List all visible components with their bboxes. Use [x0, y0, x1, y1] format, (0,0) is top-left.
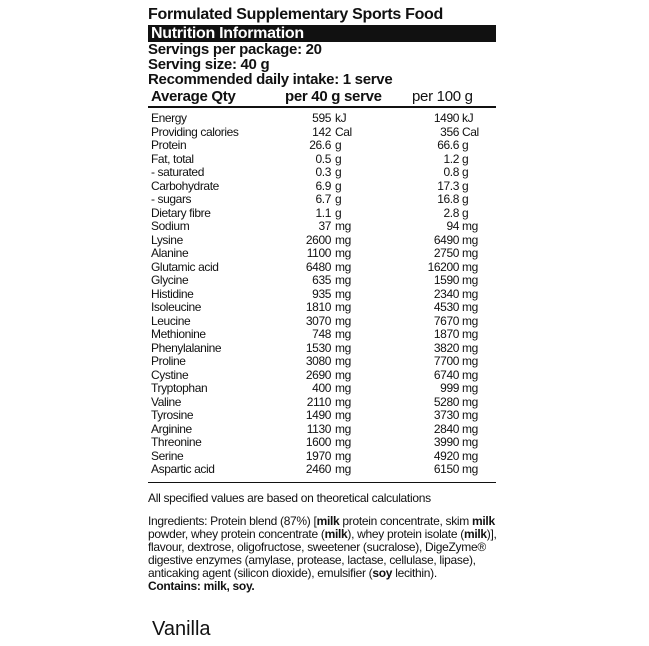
- table-row: [148, 207, 496, 221]
- per-100g-value: 3730: [433, 408, 459, 422]
- per-serve-value: 2600: [305, 232, 331, 247]
- per-100g-unit: mg: [462, 286, 478, 301]
- per-100g-value: 1.2: [443, 151, 459, 166]
- per-serve-unit: mg: [335, 273, 351, 287]
- product-title: Formulated Supplementary Sports Food: [148, 6, 444, 23]
- nutrient-name: Histidine: [151, 286, 194, 301]
- ingredient-text: powder, whey protein concentrate (: [148, 526, 325, 541]
- nutrient-name: Carbohydrate: [151, 178, 219, 193]
- table-row: [148, 153, 496, 167]
- per-100g-value: 4920: [433, 448, 459, 463]
- per-100g-value: 6740: [433, 367, 459, 382]
- table-row: [148, 261, 496, 275]
- per-serve-value: 1490: [305, 408, 331, 422]
- serving-size: Serving size: 40 g: [148, 56, 270, 73]
- nutrient-name: Lysine: [151, 232, 183, 247]
- ingredients-text: [148, 515, 500, 580]
- table-row: [148, 180, 496, 194]
- per-serve-unit: mg: [335, 327, 351, 341]
- calculation-note: All specified values are based on theoretical calculations: [148, 490, 431, 505]
- per-100g-unit: g: [462, 205, 469, 220]
- per-serve-unit: g: [335, 205, 342, 220]
- per-100g-value: 1590: [433, 273, 459, 287]
- per-100g-value: 1870: [433, 327, 459, 341]
- column-header-name: Average Qty: [151, 88, 236, 105]
- per-100g-unit: mg: [462, 421, 478, 436]
- nutrient-name: Alanine: [151, 246, 189, 260]
- per-serve-value: 400: [312, 381, 331, 395]
- table-row: [148, 436, 496, 450]
- per-100g-value: 94: [446, 219, 459, 233]
- allergen-word: milk: [316, 513, 340, 528]
- per-100g-unit: mg: [462, 246, 478, 260]
- per-100g-unit: kJ: [462, 111, 474, 125]
- per-serve-unit: mg: [335, 462, 351, 476]
- per-serve-value: 1810: [305, 300, 331, 314]
- allergen-word: milk: [324, 526, 348, 541]
- nutrient-name: Methionine: [151, 327, 206, 341]
- per-serve-unit: mg: [335, 354, 351, 368]
- per-100g-value: 7700: [433, 354, 459, 368]
- per-100g-unit: mg: [462, 354, 478, 368]
- per-100g-value: 2840: [433, 421, 459, 436]
- nutrient-name: Energy: [151, 111, 187, 125]
- per-serve-unit: mg: [335, 448, 351, 463]
- per-100g-unit: mg: [462, 367, 478, 382]
- per-100g-value: 3990: [433, 435, 459, 449]
- allergen-statement: [148, 580, 496, 593]
- nutrient-name: Arginine: [151, 421, 192, 436]
- table-row: [148, 409, 496, 423]
- per-serve-value: 142: [312, 124, 331, 139]
- nutrient-name: Proline: [151, 354, 186, 368]
- per-100g-unit: g: [462, 138, 469, 152]
- per-100g-value: 1490: [433, 111, 459, 125]
- per-serve-unit: mg: [335, 408, 351, 422]
- nutrient-name: Threonine: [151, 435, 202, 449]
- nutrient-name: Phenylalanine: [151, 340, 222, 355]
- nutrient-name: Glycine: [151, 273, 189, 287]
- per-serve-value: 6480: [305, 259, 331, 274]
- column-header-per-100g: per 100 g: [412, 88, 473, 105]
- per-100g-value: 16200: [427, 259, 459, 274]
- nutrient-name: Protein: [151, 138, 187, 152]
- ingredient-text: Ingredients: Protein blend (87%) [: [148, 513, 317, 528]
- column-header-per-serve: per 40 g serve: [285, 88, 382, 105]
- per-100g-value: 7670: [433, 313, 459, 328]
- table-row: [148, 450, 496, 464]
- per-serve-unit: g: [335, 151, 342, 166]
- table-row: [148, 112, 496, 126]
- table-row: [148, 328, 496, 342]
- per-serve-unit: mg: [335, 394, 351, 409]
- per-serve-unit: mg: [335, 421, 351, 436]
- table-row: [148, 423, 496, 437]
- table-row: [148, 139, 496, 153]
- per-100g-value: 66.6: [437, 138, 459, 152]
- table-row: [148, 193, 496, 207]
- per-100g-value: 6150: [433, 462, 459, 476]
- per-serve-value: 1100: [306, 246, 331, 260]
- per-serve-unit: mg: [335, 340, 351, 355]
- nutrient-name: Providing calories: [151, 124, 239, 139]
- nutrient-name: Isoleucine: [151, 300, 202, 314]
- per-100g-unit: mg: [462, 448, 478, 463]
- ingredient-text: ), whey protein isolate (: [347, 526, 464, 541]
- per-serve-value: 3080: [305, 354, 331, 368]
- nutrient-name: Aspartic acid: [151, 462, 215, 476]
- nutrient-name: Sodium: [151, 219, 190, 233]
- per-100g-unit: g: [462, 151, 469, 166]
- per-100g-unit: g: [462, 192, 469, 206]
- nutrient-name: Serine: [151, 448, 184, 463]
- per-100g-unit: mg: [462, 219, 478, 233]
- per-serve-value: 2460: [305, 462, 331, 476]
- per-serve-unit: mg: [335, 381, 351, 395]
- per-serve-unit: Cal: [335, 124, 352, 139]
- table-row: [148, 301, 496, 315]
- table-row: [148, 220, 496, 234]
- ingredient-text: protein concentrate, skim: [339, 513, 473, 528]
- per-100g-unit: g: [462, 165, 469, 179]
- per-serve-value: 2110: [306, 394, 331, 409]
- per-serve-unit: mg: [335, 435, 351, 449]
- nutrient-name: Fat, total: [151, 151, 194, 166]
- per-serve-unit: mg: [335, 286, 351, 301]
- per-100g-value: 356: [440, 124, 459, 139]
- per-serve-value: 6.7: [315, 192, 331, 206]
- per-serve-value: 37: [318, 219, 331, 233]
- per-serve-value: 935: [312, 286, 331, 301]
- column-headers: [148, 88, 496, 108]
- per-100g-unit: mg: [462, 273, 478, 287]
- per-100g-value: 2750: [433, 246, 459, 260]
- recommended-intake: Recommended daily intake: 1 serve: [148, 71, 393, 88]
- per-100g-unit: mg: [462, 232, 478, 247]
- per-100g-unit: mg: [462, 462, 478, 476]
- per-serve-value: 3070: [305, 313, 331, 328]
- table-row: [148, 342, 496, 356]
- nutrient-name: Cystine: [151, 367, 189, 382]
- per-100g-value: 6490: [433, 232, 459, 247]
- nutrient-name: Tryptophan: [151, 381, 208, 395]
- table-row: [148, 247, 496, 261]
- per-serve-value: 0.5: [315, 151, 331, 166]
- per-100g-value: 16.8: [437, 192, 459, 206]
- per-serve-unit: mg: [335, 367, 351, 382]
- per-serve-value: 0.3: [315, 165, 331, 179]
- nutrient-name: Dietary fibre: [151, 205, 211, 220]
- per-serve-unit: mg: [335, 246, 351, 260]
- ingredient-text: lecithin).: [392, 565, 437, 580]
- per-100g-unit: mg: [462, 313, 478, 328]
- nutrient-name: Valine: [151, 394, 182, 409]
- per-serve-value: 26.6: [309, 138, 331, 152]
- table-row: [148, 315, 496, 329]
- per-serve-unit: mg: [335, 232, 351, 247]
- servings-per-package: Servings per package: 20: [148, 41, 322, 58]
- per-100g-unit: mg: [462, 394, 478, 409]
- table-row: [148, 234, 496, 248]
- table-row: [148, 369, 496, 383]
- per-100g-unit: g: [462, 178, 469, 193]
- per-serve-value: 1.1: [315, 205, 331, 220]
- nutrient-table: [148, 112, 496, 483]
- per-serve-unit: mg: [335, 300, 351, 314]
- per-100g-unit: mg: [462, 327, 478, 341]
- per-100g-unit: mg: [462, 381, 478, 395]
- per-100g-value: 17.3: [437, 178, 459, 193]
- per-100g-unit: mg: [462, 340, 478, 355]
- allergen-text: Contains: milk, soy.: [148, 578, 255, 593]
- per-serve-value: 1530: [305, 340, 331, 355]
- table-row: [148, 126, 496, 140]
- per-serve-unit: kJ: [335, 111, 347, 125]
- per-serve-unit: mg: [335, 313, 351, 328]
- flavour-label: Vanilla: [152, 618, 211, 640]
- table-row: [148, 382, 496, 396]
- nutrient-name: Tyrosine: [151, 408, 194, 422]
- per-100g-unit: mg: [462, 408, 478, 422]
- per-serve-value: 1130: [306, 421, 331, 436]
- per-serve-value: 635: [312, 273, 331, 287]
- allergen-word: soy: [372, 565, 393, 580]
- per-serve-unit: mg: [335, 219, 351, 233]
- nutrient-name: Glutamic acid: [151, 259, 219, 274]
- per-100g-value: 2.8: [443, 205, 459, 220]
- table-row: [148, 274, 496, 288]
- table-row: [148, 463, 496, 477]
- ingredient-text: )], flavour, dextrose, oligofructose, sweetener (sucralose), DigeZyme® digestive enzymes (amylase, protease, lactase, cellulase, lipase), anticaking agent (silicon dioxide), emulsifier (: [148, 526, 497, 580]
- per-100g-value: 0.8: [443, 165, 459, 179]
- per-100g-value: 4530: [433, 300, 459, 314]
- table-row: [148, 396, 496, 410]
- per-serve-value: 2690: [305, 367, 331, 382]
- allergen-word: milk: [463, 526, 487, 541]
- per-100g-value: 3820: [433, 340, 459, 355]
- table-row: [148, 355, 496, 369]
- per-serve-unit: g: [335, 192, 342, 206]
- per-100g-value: 2340: [433, 286, 459, 301]
- per-100g-unit: mg: [462, 300, 478, 314]
- per-100g-value: 5280: [433, 394, 459, 409]
- per-serve-unit: g: [335, 178, 342, 193]
- per-serve-unit: g: [335, 165, 342, 179]
- per-serve-value: 1970: [305, 448, 331, 463]
- table-row: [148, 288, 496, 302]
- nutrient-name: - saturated: [151, 165, 204, 179]
- per-100g-unit: mg: [462, 259, 478, 274]
- allergen-word: milk: [472, 513, 495, 528]
- per-serve-value: 748: [312, 327, 331, 341]
- per-100g-unit: Cal: [462, 124, 479, 139]
- nutrient-name: Leucine: [151, 313, 191, 328]
- nutrition-panel: [148, 6, 496, 593]
- table-row: [148, 166, 496, 180]
- per-100g-value: 999: [440, 381, 459, 395]
- per-serve-value: 6.9: [315, 178, 331, 193]
- per-serve-unit: mg: [335, 259, 351, 274]
- per-100g-unit: mg: [462, 435, 478, 449]
- nutrient-name: - sugars: [151, 192, 192, 206]
- per-serve-value: 595: [312, 111, 331, 125]
- per-serve-value: 1600: [305, 435, 331, 449]
- per-serve-unit: g: [335, 138, 342, 152]
- nutrition-heading: Nutrition Information: [148, 25, 496, 42]
